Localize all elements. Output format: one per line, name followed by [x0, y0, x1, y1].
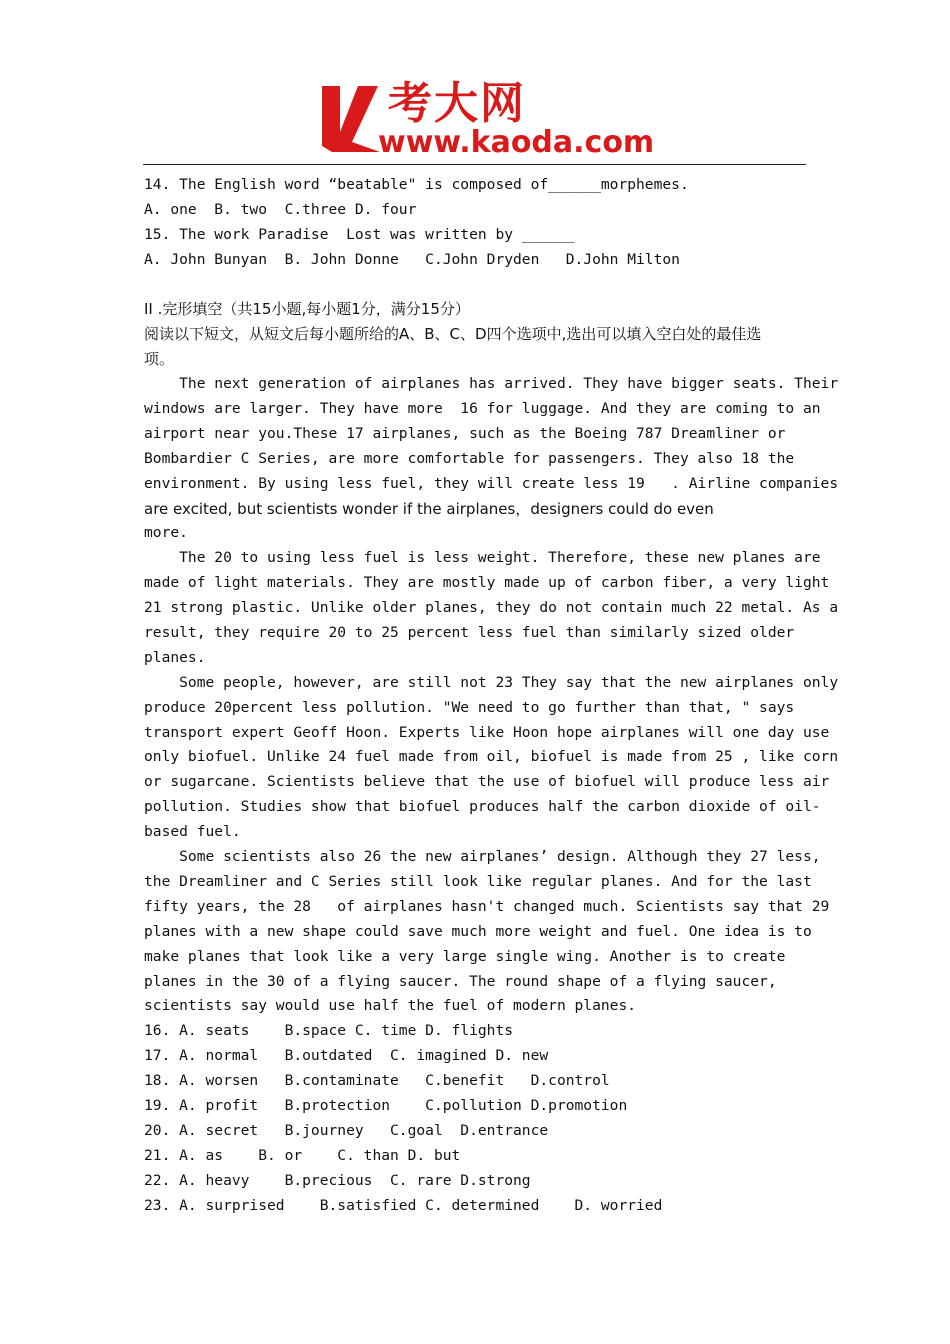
- text-line: based fuel.: [144, 823, 241, 841]
- text-line: made of light materials. They are mostly made up of carbon fiber, a very light: [144, 574, 830, 592]
- text-line: windows are larger. They have more 16 for luggage. And they are coming to an: [144, 400, 821, 418]
- text-line: or sugarcane. Scientists believe that the use of biofuel will produce less air: [144, 773, 830, 791]
- text-line: transport expert Geoff Hoon. Experts like Hoon hope airplanes will one day use: [144, 723, 830, 741]
- text-line: 20. A. secret B.journey C.goal D.entrance: [144, 1121, 549, 1139]
- text-line: the Dreamliner and C Series still look like regular planes. And for the last: [144, 872, 812, 890]
- text-line: The next generation of airplanes has arrived. They have bigger seats. Their: [144, 375, 839, 393]
- text-line: 15. The work Paradise Lost was written by ______: [144, 225, 575, 243]
- text-line: 17. A. normal B.outdated C. imagined D. new: [144, 1047, 549, 1065]
- text-line: 14. The English word “beatable" is composed of______morphemes.: [144, 176, 689, 193]
- logo-url-text: www.kaoda.com: [378, 125, 655, 160]
- text-line: planes in the 30 of a flying saucer. The round shape of a flying saucer,: [144, 972, 777, 990]
- text-line: are excited, but scientists wonder if the airplanes，designers could do even: [144, 499, 714, 518]
- text-line: Bombardier C Series, are more comfortable for passengers. They also 18 the: [144, 449, 795, 467]
- text-line: A. John Bunyan B. John Donne C.John Dryden D.John Milton: [144, 250, 680, 268]
- text-line: environment. By using less fuel, they will create less 19 . Airline companies: [144, 474, 839, 492]
- text-line: A. one B. two C.three D. four: [144, 200, 417, 218]
- text-line: Some people, however, are still not 23 They say that the new airplanes only: [144, 673, 839, 691]
- text-line: 22. A. heavy B.precious C. rare D.strong: [144, 1171, 531, 1189]
- blank-line: [144, 273, 808, 298]
- text-line: 21. A. as B. or C. than D. but: [144, 1146, 461, 1164]
- text-line: 阅读以下短文，从短文后每小题所给的A、B、C、D四个选项中,选出可以填入空白处的最佳选: [144, 325, 762, 344]
- text-line: 19. A. profit B.protection C.pollution D.promotion: [144, 1096, 628, 1114]
- text-line: 16. A. seats B.space C. time D. flights: [144, 1022, 514, 1040]
- site-logo: [318, 78, 655, 162]
- logo-chinese-text: 考大网: [388, 78, 526, 129]
- text-line: 18. A. worsen B.contaminate C.benefit D.control: [144, 1072, 610, 1090]
- text-line: planes with a new shape could save much more weight and fuel. One idea is to: [144, 922, 812, 940]
- text-line: 23. A. surprised B.satisfied C. determined D. worried: [144, 1196, 663, 1214]
- text-line: The 20 to using less fuel is less weight. Therefore, these new planes are: [144, 549, 821, 567]
- text-line: only biofuel. Unlike 24 fuel made from oil, biofuel is made from 25 , like corn: [144, 748, 839, 766]
- text-line: 项。: [144, 350, 175, 369]
- document-body: [144, 173, 839, 1218]
- text-line: result, they require 20 to 25 percent less fuel than similarly sized older: [144, 624, 795, 642]
- text-line: produce 20percent less pollution. "We need to go further than that, " says: [144, 698, 795, 716]
- text-line: airport near you.These 17 airplanes, such as the Boeing 787 Dreamliner or: [144, 424, 786, 442]
- text-line: more.: [144, 524, 188, 542]
- header-divider: [143, 164, 806, 165]
- text-line: II .完形填空（共15小题,每小题1分，满分15分）: [144, 300, 470, 319]
- text-line: scientists say would use half the fuel of modern planes.: [144, 997, 637, 1015]
- text-line: planes.: [144, 648, 206, 666]
- text-line: pollution. Studies show that biofuel produces half the carbon dioxide of oil-: [144, 798, 821, 816]
- text-line: 21 strong plastic. Unlike older planes, they do not contain much 22 metal. As a: [144, 599, 839, 617]
- text-line: fifty years, the 28 of airplanes hasn't changed much. Scientists say that 29: [144, 897, 830, 915]
- text-line: make planes that look like a very large single wing. Another is to create: [144, 947, 786, 965]
- text-line: Some scientists also 26 the new airplanes’ design. Although they 27 less,: [144, 848, 821, 866]
